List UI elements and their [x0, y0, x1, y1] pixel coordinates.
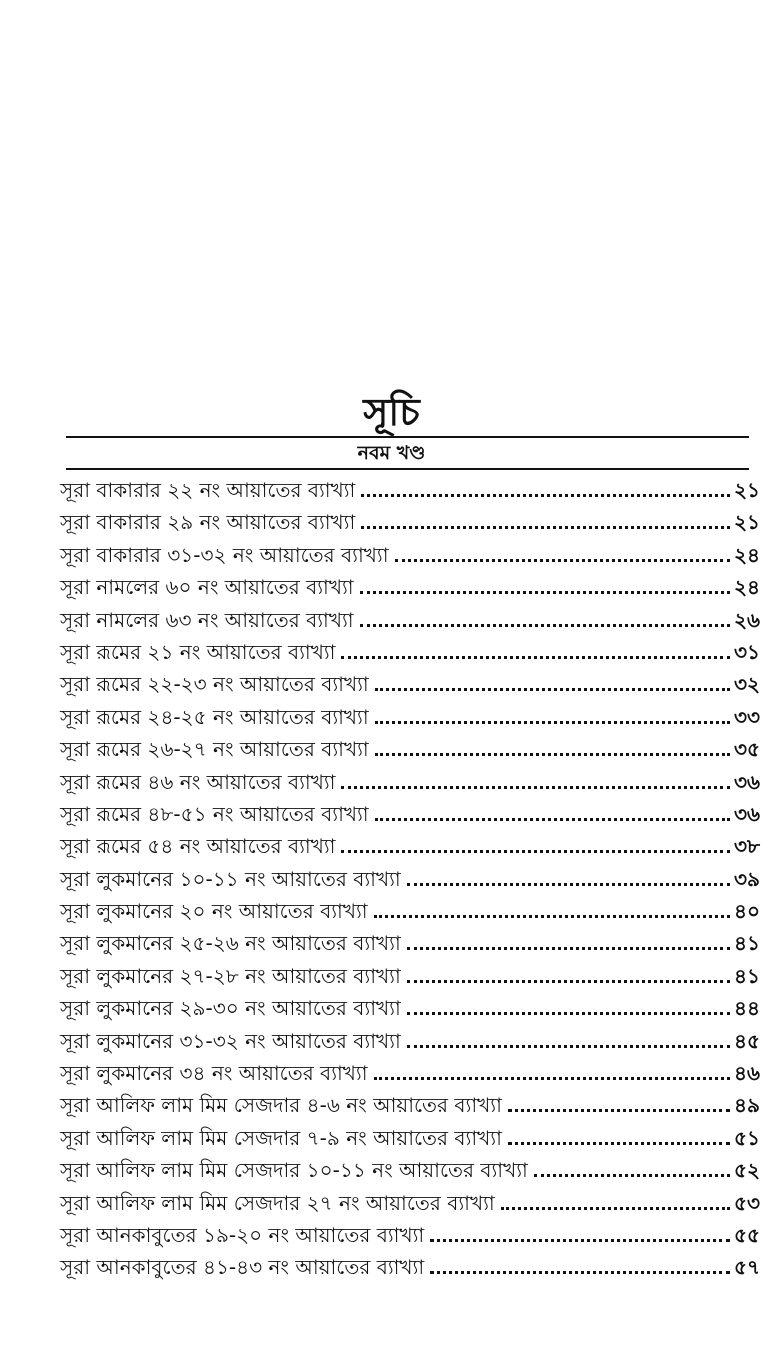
section-heading: নবম খণ্ড: [357, 442, 426, 464]
toc-entry[interactable]: [60, 1219, 760, 1251]
dot-leader: [430, 1271, 730, 1274]
toc-entry-title: সূরা আনকাবুতের ৪১-৪৩ নং আয়াতের ব্যাখ্যা: [60, 1255, 425, 1280]
toc-entry-page: ৪০: [734, 899, 760, 924]
dot-leader: [501, 1207, 730, 1210]
dot-leader: [341, 850, 730, 853]
toc-entry-page: ৪১: [734, 931, 760, 956]
toc-entry-title: সূরা বাকারার ৩১-৩২ নং আয়াতের ব্যাখ্যা: [60, 542, 389, 567]
toc-entry-page: ৪১: [734, 963, 760, 988]
toc-entry-page: ২১: [734, 478, 760, 502]
toc-entry[interactable]: [60, 701, 760, 733]
toc-entry-title: সূরা লুকমানের ৩১-৩২ নং আয়াতের ব্যাখ্যা: [60, 1028, 401, 1053]
toc-entry-page: ২১: [734, 510, 760, 535]
toc-entry[interactable]: [60, 830, 760, 862]
dot-leader: [534, 1174, 730, 1177]
toc-entry-title: সূরা রূমের ২১ নং আয়াতের ব্যাখ্যা: [60, 639, 336, 664]
toc-entry-title: সূরা বাকারার ২২ নং আয়াতের ব্যাখ্যা: [60, 478, 356, 502]
toc-entry-title: সূরা লুকমানের ৩৪ নং আয়াতের ব্যাখ্যা: [60, 1061, 368, 1086]
toc-entry-title: সূরা লুকমানের ২৯-৩০ নং আয়াতের ব্যাখ্যা: [60, 996, 401, 1021]
toc-entry[interactable]: [60, 863, 760, 895]
toc-entry[interactable]: [60, 1251, 760, 1283]
page-title: সূচি: [363, 390, 420, 434]
toc-entry[interactable]: [60, 539, 760, 571]
toc-entry-page: ৫২: [734, 1158, 760, 1183]
dot-leader: [374, 915, 730, 918]
toc-entry-page: ২৪: [734, 575, 760, 600]
toc-entry-page: ৪৪: [734, 996, 760, 1021]
toc-entry-page: ৩৫: [734, 737, 760, 762]
toc-entry-title: সূরা রূমের ৪৬ নং আয়াতের ব্যাখ্যা: [60, 769, 336, 794]
toc-entry-title: সূরা বাকারার ২৯ নং আয়াতের ব্যাখ্যা: [60, 510, 356, 535]
toc-entry-title: সূরা আলিফ লাম মিম সেজদার ৭-৯ নং আয়াতের ব্যাখ্যা: [60, 1125, 502, 1150]
dot-leader: [374, 1077, 730, 1080]
dot-leader: [395, 559, 731, 562]
toc-entry[interactable]: [60, 506, 760, 538]
toc-entry[interactable]: [60, 1122, 760, 1154]
toc-entry[interactable]: [60, 927, 760, 959]
dot-leader: [407, 1045, 730, 1048]
toc-entry-title: সূরা রূমের ২৬-২৭ নং আয়াতের ব্যাখ্যা: [60, 737, 369, 762]
toc-entry-title: সূরা লুকমানের ১০-১১ নং আয়াতের ব্যাখ্যা: [60, 866, 401, 891]
toc-entry[interactable]: [60, 1025, 760, 1057]
dot-leader: [360, 624, 730, 627]
toc-entry[interactable]: [60, 895, 760, 927]
toc-entry-title: সূরা আলিফ লাম মিম সেজদার ২৭ নং আয়াতের ব্যাখ্যা: [60, 1190, 495, 1215]
toc-entry-page: ৩৬: [733, 769, 760, 794]
top-divider: [66, 436, 749, 438]
toc-entry[interactable]: [60, 571, 760, 603]
table-of-contents: [60, 474, 760, 1284]
toc-entry-page: ৩৩: [733, 704, 760, 729]
dot-leader: [508, 1142, 730, 1145]
dot-leader: [407, 1012, 730, 1015]
toc-entry[interactable]: [60, 766, 760, 798]
toc-entry-page: ২৪: [734, 542, 760, 567]
toc-entry[interactable]: [60, 798, 760, 830]
toc-entry-title: সূরা রূমের ৫৪ নং আয়াতের ব্যাখ্যা: [60, 834, 336, 859]
dot-leader: [375, 721, 730, 724]
dot-leader: [407, 947, 730, 950]
toc-entry-page: ৫৫: [734, 1222, 760, 1247]
toc-entry-page: ২৬: [733, 607, 760, 632]
toc-entry-page: ৩১: [734, 639, 760, 664]
toc-entry-page: ৩২: [733, 672, 760, 697]
toc-entry-page: ৫৭: [734, 1255, 760, 1280]
dot-leader: [375, 753, 730, 756]
toc-entry-page: ৩৬: [733, 801, 760, 826]
dot-leader: [360, 591, 730, 594]
dot-leader: [375, 688, 730, 691]
toc-entry-page: ৪৬: [734, 1061, 760, 1086]
toc-entry[interactable]: [60, 1187, 760, 1219]
toc-entry-title: সূরা নামলের ৬০ নং আয়াতের ব্যাখ্যা: [60, 575, 354, 600]
dot-leader: [341, 786, 730, 789]
bottom-divider: [66, 468, 749, 470]
toc-entry[interactable]: [60, 604, 760, 636]
toc-entry[interactable]: [60, 1154, 760, 1186]
toc-entry-page: ৩৮: [734, 834, 760, 859]
dot-leader: [375, 818, 730, 821]
toc-entry[interactable]: [60, 668, 760, 700]
toc-entry-page: ৩৯: [734, 866, 760, 891]
toc-entry-title: সূরা আলিফ লাম মিম সেজদার ১০-১১ নং আয়াতের ব্যাখ্যা: [60, 1158, 528, 1183]
dot-leader: [407, 980, 730, 983]
dot-leader: [341, 656, 730, 659]
toc-entry[interactable]: [60, 733, 760, 765]
dot-leader: [361, 526, 730, 529]
toc-entry-title: সূরা নামলের ৬৩ নং আয়াতের ব্যাখ্যা: [60, 607, 354, 632]
toc-entry[interactable]: [60, 992, 760, 1024]
dot-leader: [508, 1109, 730, 1112]
dot-leader: [361, 494, 730, 497]
toc-entry-page: ৫১: [734, 1125, 760, 1150]
toc-entry-page: ৫৩: [734, 1190, 760, 1215]
toc-entry-title: সূরা লুকমানের ২৭-২৮ নং আয়াতের ব্যাখ্যা: [60, 963, 401, 988]
toc-entry-title: সূরা রূমের ২২-২৩ নং আয়াতের ব্যাখ্যা: [60, 672, 369, 697]
toc-entry[interactable]: [60, 960, 760, 992]
toc-entry[interactable]: [60, 636, 760, 668]
toc-entry[interactable]: [60, 474, 760, 506]
toc-entry-page: ৪৯: [734, 1093, 760, 1118]
toc-entry-title: সূরা রূমের ২৪-২৫ নং আয়াতের ব্যাখ্যা: [60, 704, 369, 729]
dot-leader: [430, 1239, 730, 1242]
toc-entry-title: সূরা আনকাবুতের ১৯-২০ নং আয়াতের ব্যাখ্যা: [60, 1222, 425, 1247]
toc-entry-title: সূরা লুকমানের ২৫-২৬ নং আয়াতের ব্যাখ্যা: [60, 931, 401, 956]
toc-entry-title: সূরা লুকমানের ২০ নং আয়াতের ব্যাখ্যা: [60, 899, 368, 924]
toc-entry-title: সূরা আলিফ লাম মিম সেজদার ৪-৬ নং আয়াতের ব্যাখ্যা: [60, 1093, 502, 1118]
toc-entry[interactable]: [60, 1057, 760, 1089]
toc-entry-page: ৪৫: [734, 1028, 760, 1053]
dot-leader: [407, 883, 730, 886]
toc-entry-title: সূরা রূমের ৪৮-৫১ নং আয়াতের ব্যাখ্যা: [60, 801, 369, 826]
toc-entry[interactable]: [60, 1089, 760, 1121]
